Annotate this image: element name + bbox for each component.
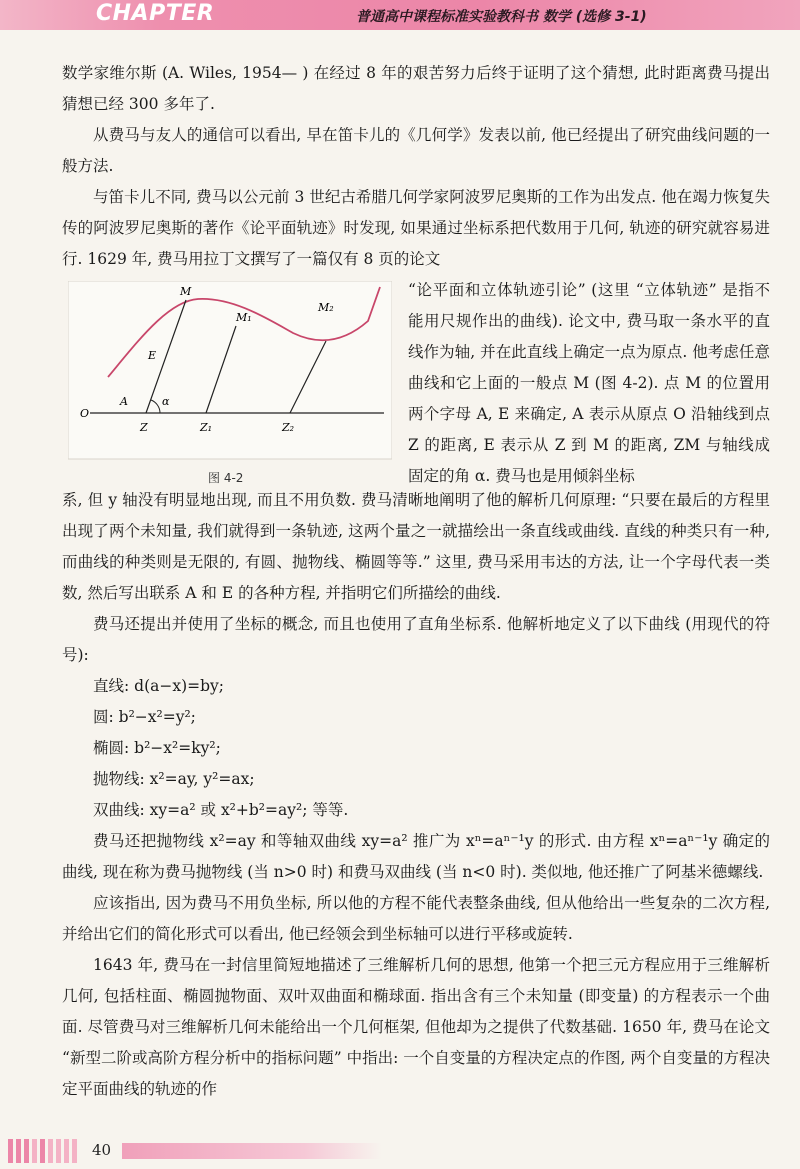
label-E: E (148, 349, 157, 362)
figure-wrap (62, 275, 770, 485)
page-body (62, 58, 770, 1105)
chapter-label: CHAPTER (96, 1, 215, 26)
paragraph-4: 费马还提出并使用了坐标的概念, 而且也使用了直角坐标系. 他解析地定义了以下曲线 (用现代的符号): (62, 615, 770, 664)
footer-strip (122, 1143, 382, 1159)
footer-decoration (8, 1139, 80, 1167)
page-footer (0, 1135, 800, 1169)
label-M1: M₁ (236, 311, 252, 324)
label-alpha: α (162, 395, 170, 408)
paragraph-3: 与笛卡儿不同, 费马以公元前 3 世纪古希腊几何学家阿波罗尼奥斯的工作为出发点. 他在竭力恢复失传的阿波罗尼奥斯的著作《论平面轨迹》时发现, 如果通过坐标系把代数用于几何, 轨迹的研究就容易进行. 1629 年, 费马用拉丁文撰写了一篇仅有 8 页的论文 (62, 188, 770, 268)
page-header (0, 0, 800, 30)
label-Z: Z (140, 421, 148, 434)
figure-diagram (68, 281, 392, 461)
figure-4-2 (68, 281, 392, 485)
paragraph-7: 1643 年, 费马在一封信里简短地描述了三维解析几何的思想, 他第一个把三元方程应用于三维解析几何, 包括柱面、椭圆抛物面、双叶双曲面和椭球面. 指出含有三个未知量 (即变量) 的方程表示一个曲面. 尽管费马对三维解析几何未能给出一个几何框架, 但他却为之提供了代数基础. 1650 年, 费马在论文 “新型二阶或高阶方程分析中的指标问题” 中指出: 一个自变量的方程决定点的作图, 两个自变量的方程决定平面曲线的轨迹的作 (62, 956, 770, 1098)
paragraph-6: 应该指出, 因为费马不用负坐标, 所以他的方程不能代表整条曲线, 但从他给出一些复杂的二次方程, 并给出它们的简化形式可以看出, 他已经领会到坐标轴可以进行平移或旋转. (62, 894, 770, 943)
book-title: 普通高中课程标准实验教科书 数学 (选修 3-1) (356, 9, 647, 25)
label-M2: M₂ (318, 301, 334, 314)
equation-hyperbola: 双曲线: xy=a² 或 x²+b²=ay²; 等等. (93, 801, 349, 819)
paragraph-3-side: “论平面和立体轨迹引论” (这里 “立体轨迹” 是指不能用尺规作出的曲线). 论文中, 费马取一条水平的直线作为轴, 并在此直线上确定一点为原点. 他考虑任意曲线和它上面的一般点 M (图 4-2). 点 M 的位置用两个字母 A, E 来确定, A 表示从原点 O 沿轴线到点 Z 的距离, E 表示从 Z 到 M 的距离, ZM 与轴线成固定的角 α. 费马也是用倾斜坐标 (408, 281, 770, 485)
equation-circle: 圆: b²−x²=y²; (93, 708, 196, 726)
label-Z1: Z₁ (200, 421, 213, 434)
label-Z2: Z₂ (282, 421, 295, 434)
label-A: A (120, 395, 128, 408)
label-O: O (80, 407, 90, 420)
paragraph-1: 数学家维尔斯 (A. Wiles, 1954— ) 在经过 8 年的艰苦努力后终于证明了这个猜想, 此时距离费马提出猜想已经 300 多年了. (62, 64, 770, 113)
paragraph-5: 费马还把抛物线 x²=ay 和等轴双曲线 xy=a² 推广为 xⁿ=aⁿ⁻¹y 的形式. 由方程 xⁿ=aⁿ⁻¹y 确定的曲线, 现在称为费马抛物线 (当 n>0 时) 和费马双曲线 (当 n<0 时). 类似地, 他还推广了阿基米德螺线. (62, 832, 770, 881)
paragraph-3-continued: 系, 但 y 轴没有明显地出现, 而且不用负数. 费马清晰地阐明了他的解析几何原理: “只要在最后的方程里出现了两个未知量, 我们就得到一条轨迹, 这两个量之一就描绘出一条直线或曲线. 直线的种类只有一种, 而曲线的种类则是无限的, 有圆、抛物线、椭圆等等.” 这里, 费马采用韦达的方法, 让一个字母代表一类数, 然后写出联系 A 和 E 的各种方程, 并指明它们所描绘的曲线. (62, 491, 770, 602)
equation-parabola: 抛物线: x²=ay, y²=ax; (93, 770, 255, 788)
equation-ellipse: 椭圆: b²−x²=ky²; (93, 739, 221, 757)
figure-caption: 图 4-2 (208, 471, 244, 485)
equation-line: 直线: d(a−x)=by; (93, 677, 225, 695)
page-number: 40 (92, 1141, 112, 1159)
label-M: M (180, 285, 192, 298)
paragraph-2: 从费马与友人的通信可以看出, 早在笛卡儿的《几何学》发表以前, 他已经提出了研究曲线问题的一般方法. (62, 126, 770, 175)
